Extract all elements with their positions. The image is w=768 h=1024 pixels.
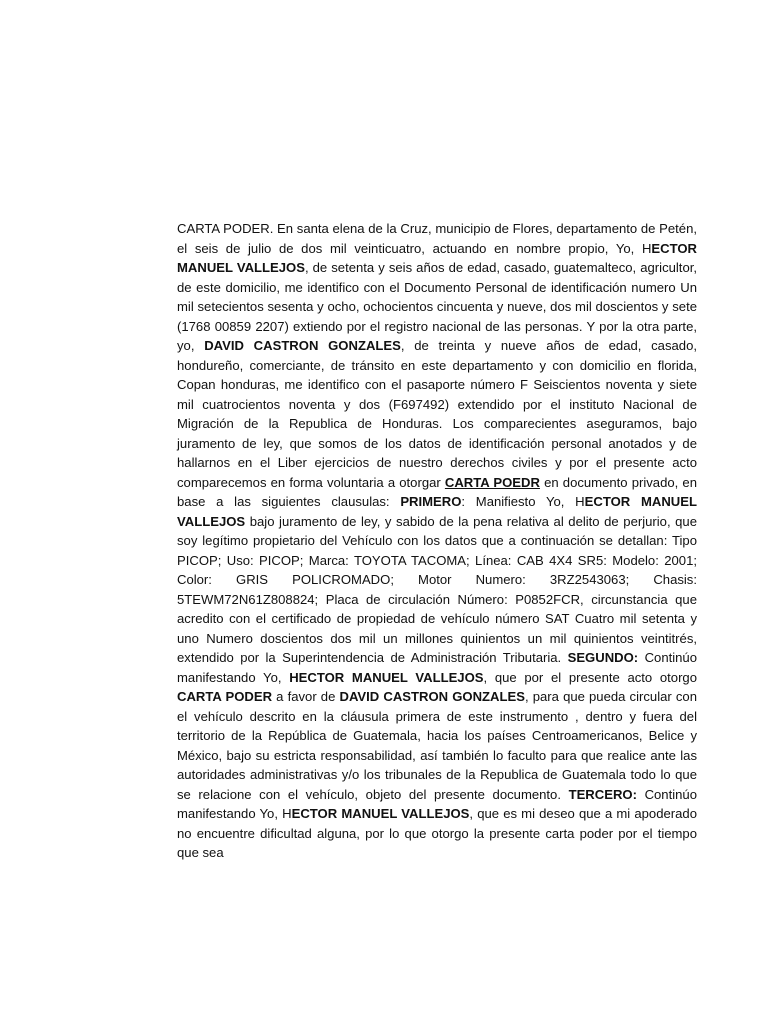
bold-text: HECTOR MANUEL VALLEJOS xyxy=(289,669,484,685)
body-text-segment: a favor de xyxy=(272,689,340,704)
body-text-segment: , de treinta y nueve años de edad, casado, hondureño, comerciante, de tránsito en este departamento y con domicilio en florida, Copan honduras, me identifico con el pasaporte número F Seiscientos noventa y siete mil cuatrocientos noventa y dos (F697492) extendido por el instituto Nacional de Migración de la Republica de Honduras. Los comparecientes aseguramos, bajo juramento de ley, que somos de los datos de identificación personal anotados y de hallarnos en el Liber ejercicios de nuestro derechos civiles y por el presente acto comparecemos en forma voluntaria a otorgar xyxy=(177,338,697,490)
body-text-segment: , para que pueda circular con el vehículo descrito en la cláusula primera de este instrumento , dentro y fuera del territorio de la República de Guatemala, hacia los países Centroamericanos, Belice y México, bajo su estricta responsabilidad, así también lo faculto para que realice ante las autoridades administrativas y/o los tribunales de la Republica de Guatemala todo lo que se relacione con el vehículo, objeto del presente documento. xyxy=(177,689,697,802)
bold-text-wrapper xyxy=(445,475,540,490)
bold-text: CARTA PODER xyxy=(177,689,273,704)
body-text-segment: : Manifiesto Yo, H xyxy=(461,494,585,509)
body-text-segment: en documento privado, en base a las siguientes clausulas: xyxy=(177,474,697,509)
body-text-segment: Continúo manifestando Yo, H xyxy=(177,786,697,821)
bold-text: SEGUNDO: xyxy=(567,650,639,665)
body-text-segment: CARTA PODER. En santa elena de la Cruz, municipio de Flores, departamento de Petén, el seis de julio de dos mil veinticuatro, actuando en nombre propio, Yo, H xyxy=(177,221,697,256)
bold-text: PRIMERO xyxy=(400,494,462,509)
bold-text: DAVID CASTRON GONZALES xyxy=(339,689,525,704)
bold-text: DAVID CASTRON GONZALES xyxy=(204,338,401,353)
document-body-paragraph xyxy=(177,219,697,863)
underlined-bold-text: CARTA POEDR xyxy=(444,474,540,490)
body-text-segment: Continúo manifestando Yo, xyxy=(177,650,697,685)
body-text-segment: bajo juramento de ley, y sabido de la pena relativa al delito de perjurio, que soy legítimo propietario del Vehículo con los datos que a continuación se detallan: Tipo PICOP; Uso: PICOP; Marca: TOYOTA TACOMA; Línea: CAB 4X4 SR5: Modelo: 2001; Color: GRIS POLICROMADO; Motor Numero: 3RZ2543063; Chasis: 5TEWM72N61Z808824; Placa de circulación Número: P0852FCR, circunstancia que acredito con el certificado de propiedad de vehículo número SAT Cuatro mil setenta y uno Numero doscientos dos mil un millones quinientos un mil quinientos veintitrés, extendido por la Superintendencia de Administración Tributaria. xyxy=(177,513,697,665)
bold-text: ECTOR MANUEL VALLEJOS xyxy=(177,494,697,529)
bold-text: TERCERO: xyxy=(568,786,637,802)
body-text-segment: , que es mi deseo que a mi apoderado no encuentre dificultad alguna, por lo que otorgo la presente carta poder por el tiempo que sea xyxy=(177,806,697,860)
bold-text: ECTOR MANUEL VALLEJOS xyxy=(291,806,470,821)
body-text-segment: , que por el presente acto otorgo xyxy=(483,669,697,685)
bold-text: ECTOR MANUEL VALLEJOS xyxy=(177,240,697,275)
body-text-segment: , de setenta y seis años de edad, casado, guatemalteco, agricultor, de este domicilio, me identifico con el Documento Personal de identificación numero Un mil setecientos sesenta y ocho, ochocientos cincuenta y nueve, dos mil doscientos y sete (1768 00859 2207) extiendo por el registro nacional de las personas. Y por la otra parte, yo, xyxy=(177,260,697,353)
